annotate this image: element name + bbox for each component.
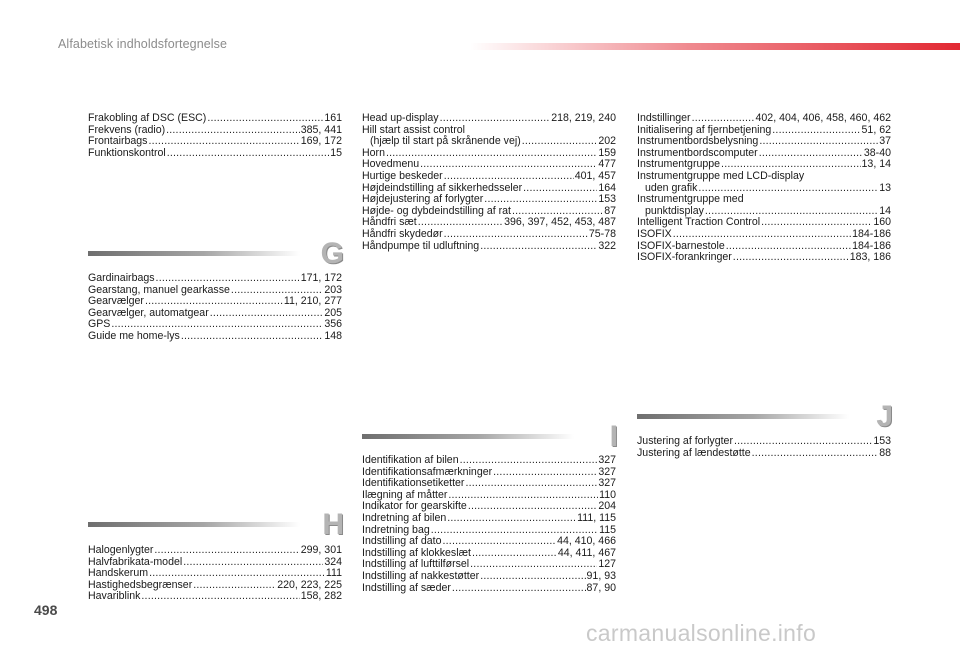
- dot-leader: [759, 136, 878, 148]
- entry-name: Instrumentgruppe med LCD-display: [637, 169, 805, 182]
- dot-leader: [465, 478, 597, 490]
- entry-name: Justering af lændestøtte: [637, 446, 751, 459]
- entry-name: Højde- og dybdeindstilling af rat: [362, 204, 511, 217]
- entry-name: Ilægning af måtter: [362, 488, 448, 501]
- dot-leader: [181, 331, 323, 343]
- entry-pages: 111: [325, 567, 342, 580]
- index-entry: [362, 229, 616, 241]
- entry-pages: 15: [330, 146, 342, 159]
- entry-name: Funktionskontrol: [88, 146, 166, 159]
- section-letter-g: G: [320, 237, 344, 270]
- entry-pages: 161: [324, 112, 342, 124]
- entry-pages: 148: [324, 329, 342, 342]
- entry-name: Instrumentgruppe: [637, 158, 721, 171]
- entry-name: Horn: [362, 146, 385, 159]
- entry-pages: 153: [873, 435, 891, 447]
- watermark: carmanualsonline.info: [586, 620, 817, 646]
- entry-name: Højdeindstilling af sikkerhedsseler: [362, 181, 523, 194]
- entry-name: Indstilling af sæder: [362, 581, 451, 594]
- entry-pages: 164: [598, 181, 616, 194]
- entry-name: Halogenlygter: [88, 544, 154, 556]
- index-entry: [362, 571, 616, 583]
- entry-name: Indstillinger: [637, 112, 691, 124]
- dot-leader: [183, 557, 323, 569]
- entry-pages: 203: [324, 283, 342, 296]
- entry-pages: 44, 411, 467: [557, 546, 616, 559]
- entry-pages: 299, 301: [300, 544, 342, 556]
- h-entries-continued: [362, 113, 616, 252]
- dot-leader: [480, 571, 585, 583]
- entry-pages: 91, 93: [586, 569, 616, 582]
- entry-pages: 327: [598, 477, 616, 490]
- dot-leader: [207, 113, 323, 125]
- dot-leader: [734, 436, 872, 448]
- index-entry: [637, 436, 891, 448]
- entry-pages: 205: [324, 306, 342, 319]
- entry-name: Højdejustering af forlygter: [362, 193, 484, 206]
- dot-leader: [522, 136, 598, 148]
- entry-name: Håndfri skydedør: [362, 227, 443, 240]
- dot-leader: [470, 559, 597, 571]
- section-divider: [637, 414, 849, 419]
- entry-name: Instrumentgruppe med: [637, 193, 744, 206]
- j-entries: [637, 436, 891, 459]
- entry-pages: 184-186: [852, 227, 891, 240]
- entry-pages: 13: [879, 181, 891, 194]
- entry-pages: 11, 210, 277: [283, 295, 342, 308]
- entry-name: GPS: [88, 318, 111, 331]
- entry-pages: 171, 172: [300, 272, 342, 284]
- dot-leader: [193, 580, 276, 592]
- entry-pages: 158, 282: [300, 590, 342, 603]
- entry-name: punktdisplay: [645, 204, 704, 217]
- entry-pages: 220, 223, 225: [277, 578, 342, 591]
- entry-pages: 327: [598, 465, 616, 478]
- f-entries: [88, 113, 342, 159]
- index-entry: [362, 136, 616, 148]
- index-entry: [362, 583, 616, 595]
- dot-leader: [167, 148, 329, 160]
- dot-leader: [726, 241, 851, 253]
- entry-pages: 160: [873, 216, 891, 229]
- entry-pages: 385, 441: [300, 123, 342, 136]
- entry-pages: 110: [599, 488, 616, 501]
- entry-pages: 356: [324, 318, 342, 331]
- page-number: 498: [34, 602, 58, 618]
- dot-leader: [444, 229, 588, 241]
- dot-leader: [166, 125, 300, 137]
- index-entry: [637, 252, 891, 264]
- index-entry: [362, 113, 616, 125]
- index-entry: [88, 113, 342, 125]
- entry-name: Head up-display: [362, 112, 439, 124]
- entry-name: ISOFIX: [637, 227, 672, 240]
- index-entry: [362, 241, 616, 253]
- entry-pages: 127: [598, 558, 616, 571]
- entry-name: Hill start assist control: [362, 123, 466, 136]
- dot-leader: [733, 252, 849, 264]
- dot-leader: [523, 183, 597, 195]
- entry-pages: 51, 62: [861, 123, 891, 136]
- entry-pages: 402, 404, 406, 458, 460, 462: [755, 112, 891, 124]
- entry-name: Håndpumpe til udluftning: [362, 239, 480, 252]
- entry-pages: 202: [598, 135, 616, 148]
- dot-leader: [452, 583, 586, 595]
- entry-name: Gearstang, manuel gearkasse: [88, 283, 230, 296]
- index-entry: [88, 545, 342, 557]
- entry-name: Indstilling af lufttilførsel: [362, 558, 470, 571]
- entry-name: Hovedmenu: [362, 158, 420, 171]
- entry-pages: 38-40: [863, 146, 891, 159]
- entry-pages: 401, 457: [574, 169, 616, 182]
- dot-leader: [154, 545, 299, 557]
- index-entry: [362, 171, 616, 183]
- entry-name: Frontairbags: [88, 135, 148, 148]
- index-entry: [362, 513, 616, 525]
- entry-name: Identifikationsafmærkninger: [362, 465, 493, 478]
- dot-leader: [210, 308, 324, 320]
- entry-pages: 184-186: [852, 239, 891, 252]
- dot-leader: [484, 194, 597, 206]
- section-divider: [88, 251, 300, 256]
- dot-leader: [480, 241, 597, 253]
- dot-leader: [447, 513, 576, 525]
- index-entry: [637, 113, 891, 125]
- dot-leader: [752, 448, 879, 460]
- entry-name: Hurtige beskeder: [362, 169, 443, 182]
- index-entry: [637, 448, 891, 460]
- dot-leader: [444, 171, 574, 183]
- entry-pages: 396, 397, 452, 453, 487: [504, 216, 616, 229]
- dot-leader: [673, 229, 851, 241]
- dot-leader: [443, 536, 557, 548]
- index-entry: [637, 194, 891, 206]
- entry-name: Justering af forlygter: [637, 435, 733, 447]
- entry-name: Indstilling af nakkestøtter: [362, 569, 480, 582]
- entry-pages: 477: [598, 158, 616, 171]
- entry-name: Instrumentbordscomputer: [637, 146, 758, 159]
- section-letter-j: J: [876, 400, 893, 433]
- entry-name: Identifikationsetiketter: [362, 477, 465, 490]
- entry-name: Hastighedsbegrænser: [88, 578, 193, 591]
- entry-name: uden grafik: [645, 181, 698, 194]
- index-entry: [88, 308, 342, 320]
- dot-leader: [472, 548, 557, 560]
- entry-name: Halvfabrikata-model: [88, 555, 183, 568]
- entry-pages: 218, 219, 240: [551, 112, 616, 124]
- entry-pages: 159: [598, 146, 616, 159]
- entry-name: Indstilling af klokkeslæt: [362, 546, 471, 559]
- entry-pages: 204: [598, 500, 616, 513]
- entry-pages: 324: [324, 555, 342, 568]
- header-accent-bar: [470, 43, 960, 50]
- index-entry: [362, 194, 616, 206]
- dot-leader: [420, 159, 597, 171]
- i-entries: [362, 455, 616, 594]
- index-entry: [637, 171, 891, 183]
- index-entry: [88, 273, 342, 285]
- entry-name: Handskerum: [88, 567, 149, 580]
- entry-name: Instrumentbordsbelysning: [637, 135, 759, 148]
- entry-name: (hjælp til start på skrånende vej): [370, 135, 521, 148]
- h-entries: [88, 545, 342, 603]
- entry-pages: 13, 14: [861, 158, 891, 171]
- entry-name: Intelligent Traction Control: [637, 216, 761, 229]
- dot-leader: [156, 273, 300, 285]
- entry-name: Indretning bag: [362, 523, 430, 536]
- section-divider: [88, 522, 300, 527]
- entry-pages: 44, 410, 466: [557, 535, 616, 548]
- entry-pages: 115: [599, 523, 616, 536]
- index-entry: [88, 331, 342, 343]
- entry-name: Indikator for gearskifte: [362, 500, 467, 513]
- index-entry: [362, 455, 616, 467]
- entry-pages: 183, 186: [849, 251, 891, 264]
- section-divider: [362, 434, 574, 439]
- entry-name: ISOFIX-forankringer: [637, 251, 732, 264]
- dot-leader: [759, 148, 863, 160]
- entry-name: Guide me home-lys: [88, 329, 180, 342]
- index-entry: [88, 591, 342, 603]
- entry-pages: 87: [604, 204, 616, 217]
- entry-name: ISOFIX-barnestole: [637, 239, 725, 252]
- entry-name: Identifikation af bilen: [362, 454, 459, 466]
- entry-pages: 75-78: [588, 227, 616, 240]
- entry-name: Indretning af bilen: [362, 511, 447, 524]
- index-entry: [88, 148, 342, 160]
- entry-pages: 111, 115: [577, 511, 616, 524]
- entry-name: Gearvælger, automatgear: [88, 306, 209, 319]
- entry-name: Frakobling af DSC (ESC): [88, 112, 207, 124]
- g-entries: [88, 273, 342, 343]
- entry-name: Frekvens (radio): [88, 123, 166, 136]
- dot-leader: [440, 113, 551, 125]
- section-letter-h: H: [322, 508, 344, 541]
- i-entries-continued: [637, 113, 891, 264]
- entry-pages: 322: [598, 239, 616, 252]
- entry-pages: 14: [879, 204, 891, 217]
- entry-name: Indstilling af dato: [362, 535, 442, 548]
- entry-name: Gardinairbags: [88, 272, 155, 284]
- entry-name: Håndfri sæt: [362, 216, 417, 229]
- dot-leader: [493, 467, 597, 479]
- section-header-h: [88, 508, 344, 542]
- dot-leader: [460, 455, 598, 467]
- entry-pages: 37: [879, 135, 891, 148]
- entry-pages: 153: [598, 193, 616, 206]
- section-header-i: [362, 420, 618, 454]
- section-header-g: [88, 237, 344, 271]
- section-header-j: [637, 400, 893, 434]
- index-entry: [637, 229, 891, 241]
- entry-pages: 169, 172: [300, 135, 342, 148]
- page-header-title: Alfabetisk indholdsfortegnelse: [58, 37, 228, 51]
- dot-leader: [448, 490, 598, 502]
- entry-pages: 88: [879, 446, 891, 459]
- dot-leader: [141, 591, 299, 603]
- entry-name: Initialisering af fjernbetjening: [637, 123, 772, 136]
- entry-pages: 327: [598, 454, 616, 466]
- index-entry: [362, 536, 616, 548]
- dot-leader: [772, 125, 860, 137]
- entry-name: Havariblink: [88, 590, 141, 603]
- dot-leader: [692, 113, 755, 125]
- section-letter-i: I: [609, 420, 618, 453]
- entry-name: Gearvælger: [88, 295, 144, 308]
- entry-pages: 87, 90: [586, 581, 616, 594]
- dot-leader: [148, 136, 299, 148]
